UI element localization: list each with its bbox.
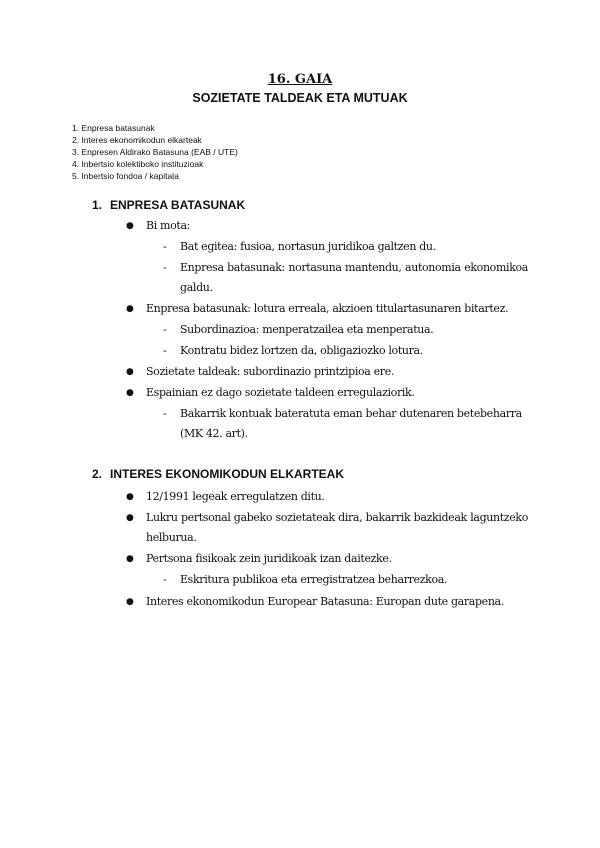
list-item-text: Lukru pertsonal gabeko sozietateak dira, bakarrik bazkideak laguntzeko helburua. [146, 511, 528, 544]
toc-item: 4. Inbertsio kolektiboko instituzioak [72, 159, 204, 169]
list-item [126, 549, 528, 569]
sub-list-item [163, 258, 528, 298]
list-item-text: Enpresa batasunak: lotura erreala, akzioen titulartasunaren bitartez. [146, 302, 509, 315]
sub-list-item-text: Kontratu bidez lortzen da, obligaziozko lotura. [180, 344, 423, 357]
toc-item: 3. Enpresen Aldirako Batasuna (EAB / UTE) [72, 147, 238, 157]
dash-icon: - [163, 573, 167, 586]
sub-list-item-text: Bat egitea: fusioa, nortasun juridikoa galtzen du. [180, 240, 436, 253]
list-item [126, 508, 528, 548]
dash-icon: - [163, 261, 167, 274]
section-number: 2. [92, 467, 103, 481]
bullet-icon: ● [126, 388, 134, 398]
sub-list-item-text: Enpresa batasunak: nortasuna mantendu, autonomia ekonomikoa galdu. [180, 261, 528, 294]
dash-icon: - [163, 323, 167, 336]
page-subtitle: SOZIETATE TALDEAK ETA MUTUAK [192, 91, 408, 105]
list-item-text: Sozietate taldeak: subordinazio printzipioa ere. [146, 365, 394, 378]
section-number: 1. [92, 198, 103, 212]
list-item-text: 12/1991 legeak erregulatzen ditu. [146, 490, 325, 503]
bullet-icon: ● [126, 304, 134, 314]
section-heading [92, 467, 344, 481]
dash-icon: - [163, 344, 167, 357]
section-heading [92, 198, 245, 212]
sub-list-item-text: Subordinazioa: menperatzailea eta menperatua. [180, 323, 434, 336]
list-item [126, 299, 528, 319]
sub-list-item-text: Eskritura publikoa eta erregistratzea beharrezkoa. [180, 573, 448, 586]
bullet-icon: ● [126, 554, 134, 564]
sub-list-item [163, 404, 528, 444]
section-title: ENPRESA BATASUNAK [110, 198, 246, 212]
bullet-icon: ● [126, 492, 134, 502]
list-item [126, 383, 528, 403]
dash-icon: - [163, 240, 167, 253]
list-item-text: Interes ekonomikodun Europear Batasuna: Europan dute garapena. [146, 595, 504, 608]
page-title: 16. GAIA [267, 72, 333, 87]
table-of-contents [72, 122, 238, 182]
dash-icon: - [163, 407, 167, 420]
bullet-icon: ● [126, 221, 134, 231]
toc-item: 1. Enpresa batasunak [72, 123, 155, 133]
section-title: INTERES EKONOMIKODUN ELKARTEAK [110, 467, 345, 481]
sub-list-item [163, 320, 528, 340]
list-item [126, 362, 528, 382]
sub-list-item-text: Bakarrik kontuak bateratuta eman behar dutenaren betebeharra (MK 42. art). [180, 407, 522, 440]
sub-list-item [163, 341, 528, 361]
list-item-text: Bi mota: [146, 219, 191, 232]
list-item [126, 592, 528, 612]
bullet-icon: ● [126, 367, 134, 377]
list-item-text: Espainian ez dago sozietate taldeen erregulaziorik. [146, 386, 415, 399]
toc-item: 2. Interes ekonomikodun elkarteak [72, 135, 202, 145]
list-item [126, 216, 528, 236]
sub-list-item [163, 570, 528, 590]
bullet-icon: ● [126, 597, 134, 607]
bullet-icon: ● [126, 513, 134, 523]
sub-list-item [163, 237, 528, 257]
toc-item: 5. Inbertsio fondoa / kapitala [72, 171, 179, 181]
list-item [126, 487, 528, 507]
list-item-text: Pertsona fisikoak zein juridikoak izan daitezke. [146, 552, 392, 565]
